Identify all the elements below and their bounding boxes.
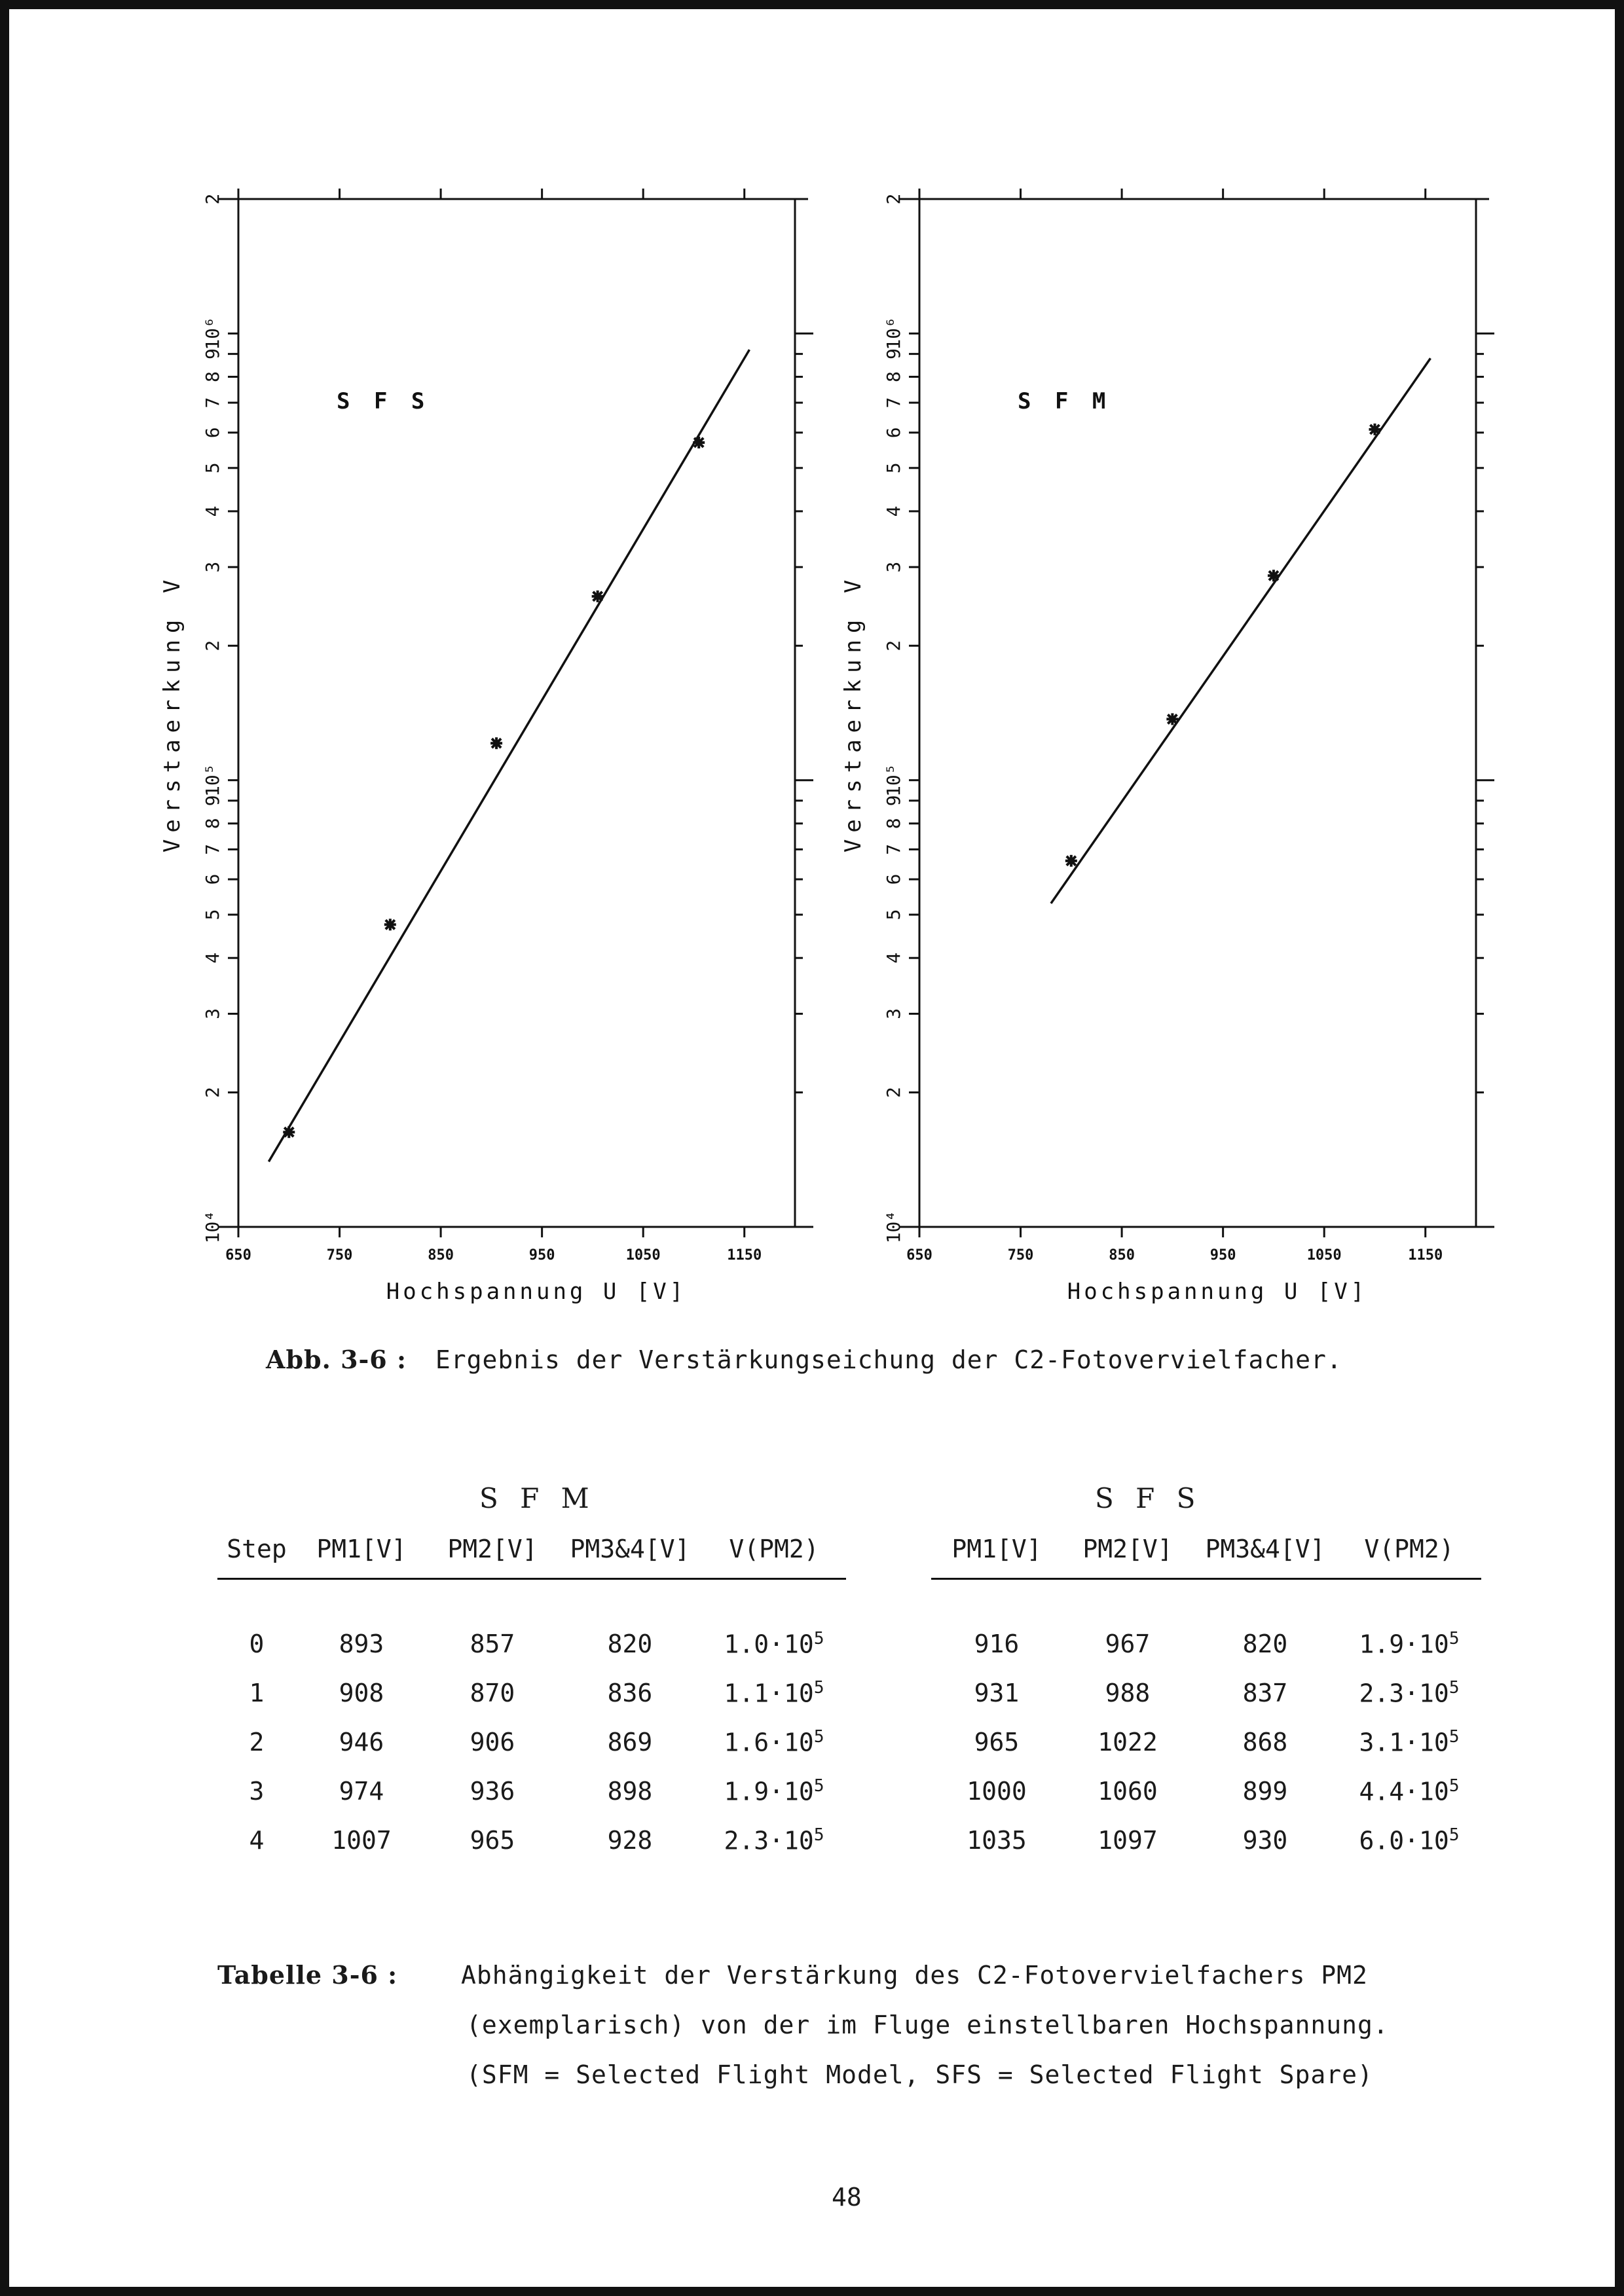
pm1-cell: 908 <box>339 1678 384 1707</box>
y-tick-label: 7 <box>883 843 904 855</box>
gain-exponent: 5 <box>813 1628 824 1649</box>
y-axis-label: Verstaerkung V <box>159 573 185 853</box>
y-tick-label: 10⁴ <box>202 1210 223 1244</box>
gain-exponent: 5 <box>1449 1825 1460 1845</box>
step-cell: 2 <box>249 1727 265 1757</box>
gain-mantissa: 6.0·10 <box>1359 1826 1449 1855</box>
pm1-cell: 931 <box>974 1678 1020 1707</box>
x-tick-label: 850 <box>428 1247 454 1264</box>
gain-exponent: 5 <box>1449 1726 1460 1747</box>
table-row <box>217 1717 846 1766</box>
y-tick-label: 5 <box>883 909 904 920</box>
y-tick-label: 7 <box>883 397 904 409</box>
y-tick-label: 3 <box>202 561 223 573</box>
figure-caption-label: Abb. 3-6 : <box>266 1345 407 1374</box>
col-header: PM3&4[V] <box>570 1535 690 1563</box>
pm2-cell: 965 <box>470 1825 515 1855</box>
y-tick-label: 6 <box>883 427 904 439</box>
chart-sfm <box>841 173 1509 1312</box>
y-tick-label: 9 <box>883 795 904 807</box>
table-caption <box>217 1950 1389 2100</box>
page-number: 48 <box>832 2183 862 2212</box>
y-tick-label: 5 <box>202 462 223 474</box>
col-header: PM1[V] <box>951 1535 1042 1563</box>
y-tick-label: 9 <box>883 348 904 360</box>
pm2-cell: 988 <box>1105 1678 1151 1707</box>
chart-sfs <box>160 173 828 1312</box>
pm34-cell: 928 <box>607 1825 653 1855</box>
table-row <box>217 1815 846 1865</box>
x-tick-label: 650 <box>906 1247 932 1264</box>
gain-cell <box>1337 1766 1481 1815</box>
pm34-cell: 898 <box>607 1776 653 1806</box>
gain-cell <box>1337 1668 1481 1717</box>
y-tick-label: 5 <box>883 462 904 474</box>
table-group-label: S F S <box>1095 1482 1202 1514</box>
pm2-cell: 967 <box>1105 1629 1151 1658</box>
y-tick-label: 3 <box>883 1008 904 1019</box>
pm1-cell: 893 <box>339 1629 384 1658</box>
step-cell: 4 <box>249 1825 265 1855</box>
y-tick-label: 2 <box>883 640 904 651</box>
table-sfs <box>931 1482 1481 1865</box>
y-tick-label: 3 <box>202 1008 223 1019</box>
table-row <box>217 1766 846 1815</box>
x-tick-label: 850 <box>1109 1247 1135 1264</box>
y-tick-label: 4 <box>202 952 223 964</box>
y-tick-label: 8 <box>202 371 223 382</box>
y-tick-label: 10⁵ <box>202 763 223 797</box>
y-tick-label: 2 <box>883 193 904 205</box>
pm34-cell: 820 <box>1242 1629 1288 1658</box>
table-caption-label: Tabelle 3-6 : <box>217 1960 398 1990</box>
step-cell: 1 <box>249 1678 265 1707</box>
pm34-cell: 930 <box>1242 1825 1288 1855</box>
pm2-cell: 936 <box>470 1776 515 1806</box>
pm34-cell: 820 <box>607 1629 653 1658</box>
gain-mantissa: 1.9·10 <box>1359 1630 1449 1659</box>
y-tick-label: 6 <box>202 427 223 439</box>
y-tick-label: 5 <box>202 909 223 920</box>
x-tick-label: 1150 <box>1408 1247 1443 1264</box>
gain-exponent: 5 <box>1449 1677 1460 1698</box>
pm2-cell: 1022 <box>1098 1727 1158 1757</box>
figure-caption-text: Ergebnis der Verstärkungseichung der C2-Fotovervielfacher. <box>435 1345 1342 1374</box>
x-tick-label: 1050 <box>1306 1247 1342 1264</box>
pm1-cell: 974 <box>339 1776 384 1806</box>
data-point <box>1268 570 1280 581</box>
gain-cell <box>702 1766 846 1815</box>
data-point <box>1166 713 1178 725</box>
y-tick-label: 4 <box>883 505 904 517</box>
gain-mantissa: 3.1·10 <box>1359 1728 1449 1757</box>
gain-cell <box>1337 1717 1481 1766</box>
table-row <box>217 1619 846 1668</box>
y-tick-label: 2 <box>202 193 223 205</box>
x-tick-label: 1150 <box>727 1247 762 1264</box>
gain-mantissa: 1.1·10 <box>724 1679 814 1708</box>
gain-exponent: 5 <box>1449 1628 1460 1649</box>
panel-label: S F S <box>337 388 430 414</box>
y-tick-label: 10⁴ <box>883 1210 904 1244</box>
gain-mantissa: 4.4·10 <box>1359 1777 1449 1806</box>
table-caption-line: (SFM = Selected Flight Model, SFS = Selected Flight Spare) <box>466 2060 1373 2089</box>
table-row <box>931 1815 1481 1865</box>
x-tick-label: 750 <box>326 1247 353 1264</box>
fit-line <box>268 350 749 1161</box>
gain-exponent: 5 <box>1449 1776 1460 1796</box>
pm2-cell: 1097 <box>1098 1825 1158 1855</box>
col-header-step: Step <box>227 1535 287 1563</box>
pm2-cell: 1060 <box>1098 1776 1158 1806</box>
col-header: PM3&4[V] <box>1205 1535 1325 1563</box>
gain-exponent: 5 <box>813 1825 824 1845</box>
y-tick-label: 7 <box>202 397 223 409</box>
gain-cell <box>1337 1619 1481 1668</box>
pm34-cell: 837 <box>1242 1678 1288 1707</box>
y-tick-label: 8 <box>883 818 904 829</box>
y-tick-label: 2 <box>883 1087 904 1099</box>
pm34-cell: 869 <box>607 1727 653 1757</box>
table-row <box>931 1668 1481 1717</box>
pm1-cell: 1000 <box>967 1776 1027 1806</box>
table-row <box>931 1717 1481 1766</box>
figure-caption <box>266 1345 1342 1374</box>
pm34-cell: 836 <box>607 1678 653 1707</box>
table-caption-line: Abhängigkeit der Verstärkung des C2-Fotovervielfachers PM2 <box>461 1961 1368 1990</box>
pm2-cell: 857 <box>470 1629 515 1658</box>
gain-mantissa: 1.0·10 <box>724 1630 814 1659</box>
y-tick-label: 2 <box>202 1087 223 1099</box>
y-tick-label: 10⁵ <box>883 763 904 797</box>
pm2-cell: 870 <box>470 1678 515 1707</box>
data-point <box>1065 855 1077 867</box>
x-tick-label: 650 <box>225 1247 251 1264</box>
gain-mantissa: 2.3·10 <box>724 1826 814 1855</box>
col-header: PM1[V] <box>316 1535 407 1563</box>
step-cell: 3 <box>249 1776 265 1806</box>
y-tick-label: 3 <box>883 561 904 573</box>
y-tick-label: 10⁶ <box>883 317 904 350</box>
pm34-cell: 899 <box>1242 1776 1288 1806</box>
pm2-cell: 906 <box>470 1727 515 1757</box>
step-cell: 0 <box>249 1629 265 1658</box>
x-tick-label: 950 <box>528 1247 555 1264</box>
pm1-cell: 946 <box>339 1727 384 1757</box>
gain-exponent: 5 <box>813 1726 824 1747</box>
data-point <box>1369 424 1380 435</box>
gain-exponent: 5 <box>813 1677 824 1698</box>
x-tick-label: 950 <box>1209 1247 1236 1264</box>
table-row <box>217 1668 846 1717</box>
col-header: V(PM2) <box>1364 1535 1454 1563</box>
pm34-cell: 868 <box>1242 1727 1288 1757</box>
table-sfm <box>217 1482 846 1865</box>
gain-mantissa: 2.3·10 <box>1359 1679 1449 1708</box>
y-tick-label: 7 <box>202 843 223 855</box>
y-tick-label: 6 <box>202 873 223 885</box>
gain-cell <box>702 1717 846 1766</box>
table-row <box>931 1619 1481 1668</box>
pm1-cell: 916 <box>974 1629 1020 1658</box>
gain-mantissa: 1.9·10 <box>724 1777 814 1806</box>
gain-cell <box>702 1815 846 1865</box>
y-tick-label: 2 <box>202 640 223 651</box>
data-point <box>592 591 604 602</box>
y-tick-label: 9 <box>202 348 223 360</box>
y-tick-label: 10⁶ <box>202 317 223 350</box>
pm1-cell: 965 <box>974 1727 1020 1757</box>
data-point <box>490 737 502 749</box>
pm1-cell: 1007 <box>331 1825 392 1855</box>
gain-exponent: 5 <box>813 1776 824 1796</box>
table-caption-line: (exemplarisch) von der im Fluge einstellbaren Hochspannung. <box>466 2011 1389 2039</box>
data-point <box>283 1126 295 1138</box>
gain-cell <box>702 1619 846 1668</box>
panel-label: S F M <box>1018 388 1111 414</box>
gain-cell <box>1337 1815 1481 1865</box>
x-tick-label: 1050 <box>625 1247 661 1264</box>
gain-cell <box>702 1668 846 1717</box>
table-group-label: S F M <box>479 1482 596 1514</box>
fit-line <box>1051 358 1431 903</box>
y-tick-label: 8 <box>202 818 223 829</box>
pm1-cell: 1035 <box>967 1825 1027 1855</box>
y-tick-label: 4 <box>883 952 904 964</box>
y-axis-label: Verstaerkung V <box>840 573 866 853</box>
col-header: PM2[V] <box>447 1535 538 1563</box>
y-tick-label: 6 <box>883 873 904 885</box>
y-tick-label: 8 <box>883 371 904 382</box>
x-axis-label: Hochspannung U [V] <box>1067 1279 1368 1305</box>
data-point <box>693 437 705 448</box>
x-tick-label: 750 <box>1007 1247 1034 1264</box>
table-row <box>931 1766 1481 1815</box>
gain-mantissa: 1.6·10 <box>724 1728 814 1757</box>
col-header: V(PM2) <box>729 1535 819 1563</box>
y-tick-label: 4 <box>202 505 223 517</box>
data-point <box>384 919 396 930</box>
x-axis-label: Hochspannung U [V] <box>386 1279 687 1305</box>
col-header: PM2[V] <box>1082 1535 1173 1563</box>
y-tick-label: 9 <box>202 795 223 807</box>
